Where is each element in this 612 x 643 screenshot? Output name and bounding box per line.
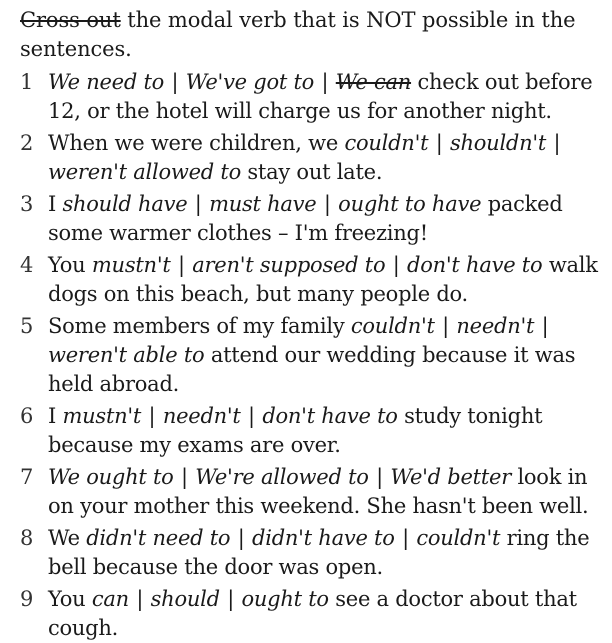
- sentence-text: [48, 585, 602, 643]
- modal-option[interactable]: didn't need to: [86, 526, 231, 550]
- modal-option[interactable]: didn't have to: [252, 526, 395, 550]
- option-separator: |: [129, 587, 150, 611]
- sentence-post: stay out late.: [240, 160, 383, 184]
- modal-option[interactable]: weren't able to: [48, 343, 205, 367]
- sentence-number: 5: [20, 314, 34, 338]
- instruction-struck-label: Cross out: [20, 8, 121, 32]
- modal-option[interactable]: weren't allowed to: [48, 160, 241, 184]
- option-separator: |: [142, 404, 162, 428]
- sentence-text: [48, 68, 602, 126]
- option-separator: |: [547, 131, 561, 155]
- modal-option[interactable]: don't have to: [262, 404, 398, 428]
- sentence-pre: Some members of my family: [48, 314, 351, 338]
- option-separator: |: [188, 192, 209, 216]
- sentence-number: 7: [20, 465, 34, 489]
- sentence-post: look in on your mother this weekend. She hasn't been well.: [48, 465, 589, 518]
- modal-option[interactable]: needn't: [456, 314, 535, 338]
- option-separator: |: [165, 70, 185, 94]
- sentence-text: [48, 524, 602, 582]
- sentence-item: [20, 68, 602, 126]
- modal-option[interactable]: should have: [62, 192, 188, 216]
- sentence-number: 8: [20, 526, 34, 550]
- sentence-post: walk dogs on this beach, but many people do.: [48, 253, 598, 306]
- sentence-number: 4: [20, 253, 34, 277]
- option-separator: |: [220, 587, 241, 611]
- instruction-text: the modal verb that is NOT possible in the sentences.: [20, 8, 576, 61]
- sentence-pre: We: [48, 526, 87, 550]
- sentence-item: [20, 585, 602, 643]
- option-separator: |: [171, 253, 192, 277]
- modal-option[interactable]: aren't supposed to: [192, 253, 386, 277]
- sentence-number: 9: [20, 587, 34, 611]
- modal-option[interactable]: mustn't: [62, 404, 142, 428]
- modal-option[interactable]: couldn't: [416, 526, 501, 550]
- sentence-pre: You: [48, 587, 92, 611]
- option-separator: |: [395, 526, 416, 550]
- sentence-text: [48, 129, 602, 187]
- sentence-pre: I: [48, 404, 63, 428]
- sentence-text: [48, 190, 602, 248]
- sentence-item: [20, 190, 602, 248]
- sentence-post: packed some warmer clothes – I'm freezing!: [48, 192, 563, 245]
- sentence-post: check out before 12, or the hotel will charge us for another night.: [48, 70, 593, 123]
- sentence-item: [20, 402, 602, 460]
- sentence-number: 6: [20, 404, 34, 428]
- sentence-text: [48, 312, 602, 399]
- modal-option[interactable]: ought to: [241, 587, 329, 611]
- modal-option[interactable]: We'd better: [390, 465, 512, 489]
- sentence-item: [20, 524, 602, 582]
- modal-option[interactable]: shouldn't: [449, 131, 547, 155]
- modal-option[interactable]: can: [91, 587, 129, 611]
- option-separator: |: [317, 192, 338, 216]
- modal-option[interactable]: must have: [209, 192, 317, 216]
- sentence-item: [20, 463, 602, 521]
- option-separator: |: [231, 526, 252, 550]
- sentence-item: [20, 312, 602, 399]
- sentence-post: study tonight because my exams are over.: [48, 404, 543, 457]
- sentence-text: [48, 402, 602, 460]
- modal-option[interactable]: We've got to: [185, 70, 315, 94]
- sentence-number: 3: [20, 192, 34, 216]
- sentence-number: 1: [20, 70, 34, 94]
- sentence-post: ring the bell because the door was open.: [48, 526, 590, 579]
- modal-option[interactable]: couldn't: [344, 131, 429, 155]
- sentence-pre: I: [48, 192, 63, 216]
- sentence-post: attend our wedding because it was held abroad.: [48, 343, 576, 396]
- modal-option[interactable]: couldn't: [350, 314, 435, 338]
- option-separator: |: [174, 465, 195, 489]
- option-separator: |: [535, 314, 549, 338]
- sentence-item: [20, 251, 602, 309]
- option-separator: |: [315, 70, 335, 94]
- modal-option[interactable]: We need to: [48, 70, 165, 94]
- option-separator: |: [241, 404, 262, 428]
- option-separator: |: [369, 465, 390, 489]
- modal-option[interactable]: don't have to: [407, 253, 543, 277]
- sentence-number: 2: [20, 131, 34, 155]
- sentence-pre: When we were children, we: [48, 131, 345, 155]
- modal-option[interactable]: We're allowed to: [195, 465, 369, 489]
- sentence-item: [20, 129, 602, 187]
- option-separator: |: [386, 253, 407, 277]
- modal-option[interactable]: We ought to: [48, 465, 174, 489]
- modal-option[interactable]: needn't: [162, 404, 241, 428]
- instruction: [20, 6, 602, 64]
- sentence-pre: You: [48, 253, 92, 277]
- sentence-text: [48, 463, 602, 521]
- modal-option[interactable]: mustn't: [91, 253, 171, 277]
- modal-option[interactable]: should: [150, 587, 220, 611]
- modal-option[interactable]: ought to have: [338, 192, 482, 216]
- modal-option-crossed[interactable]: We can: [335, 70, 412, 94]
- sentence-list: [20, 68, 602, 643]
- option-separator: |: [429, 131, 449, 155]
- sentence-post: see a doctor about that cough.: [48, 587, 577, 640]
- option-separator: |: [435, 314, 456, 338]
- sentence-text: [48, 251, 602, 309]
